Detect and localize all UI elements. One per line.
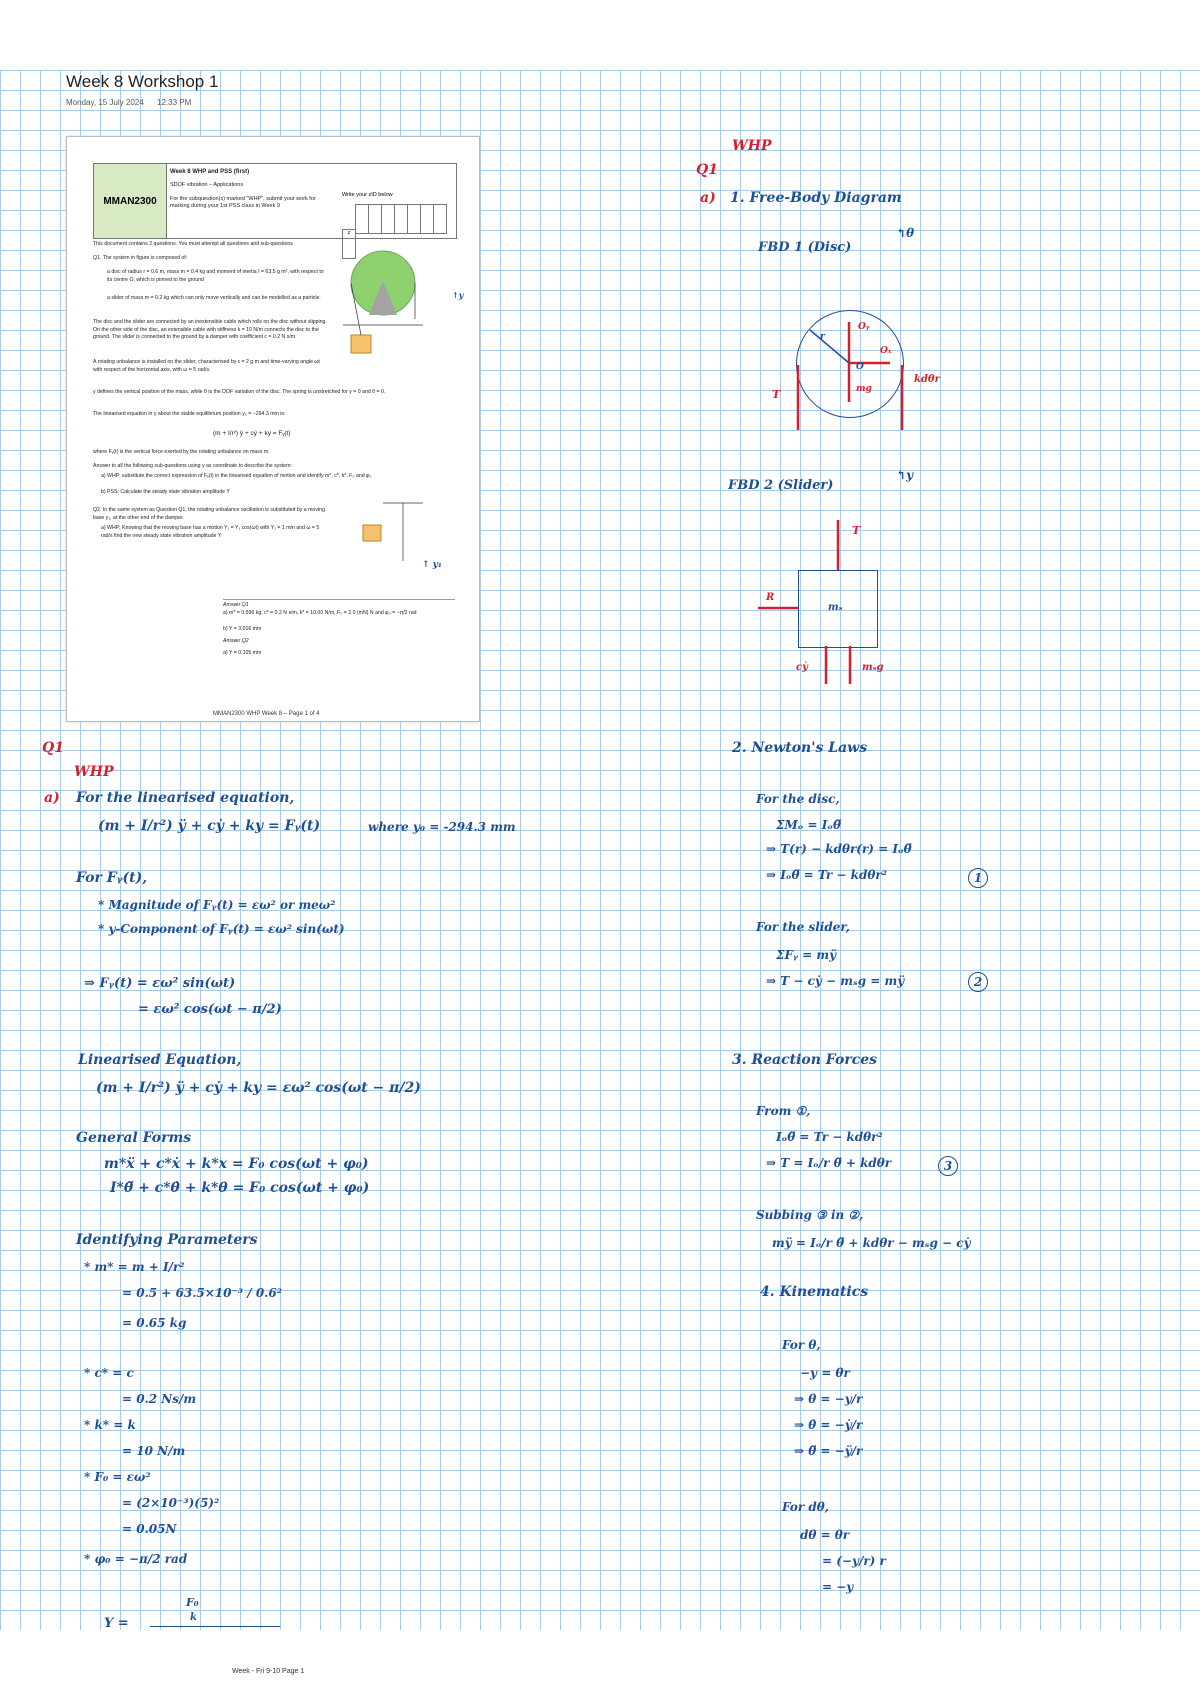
kin-d-heading: For dθ, [782,1500,829,1514]
q1-bullet-1: a disc of radius r = 0.6 m, mass m = 0.4 kg and moment of inertia I = 63.5 g m², with respect to its centre O, which is pinned to the ground [107,269,324,283]
worksheet-title: Week 8 WHP and PSS (first) [170,169,250,175]
linearised-heading: For the linearised equation, [76,790,295,806]
newton-disc-heading: For the disc, [756,792,840,806]
q1-paragraph-4: The linearised equation in y about the stable equilibrium position y₀ = −294.3 mm is: [93,411,286,417]
left-a-label: a) [44,790,60,806]
newton-disc-2: ⇒ T(r) − kdθr(r) = Iₒθ̈ [766,842,912,856]
fbd2-msg: mₛg [862,662,884,673]
q1-equation: (m + I/r²) ÿ + cẏ + ky = Fᵧ(t) [213,430,291,437]
circle-label-3: 3 [938,1156,958,1176]
q1-sub-a: a) WHP: substitute the correct expression of Fᵧ(t) in the linearised equation of motion and identify m*, c*, k*, F₀ and φ₀ [101,473,372,479]
q1-bullet-2: a slider of mass m = 0.2 kg which can only move vertically and can be modelled as a particle. [107,295,321,301]
q1-paragraph-2: A rotating unbalance is installed on the slider, characterised by ε = 2 g m and time-varying angle ωt with respect of the horizontal axis, with ω = 5 rad/s. [93,359,320,373]
fbd1-O: O [856,362,864,372]
param-c-1: * c* = c [84,1366,134,1380]
param-m-1: * m* = m + I/r² [84,1260,185,1274]
page-date: Monday, 15 July 2024 12:33 PM [66,98,192,107]
linearised-eq-heading: Linearised Equation, [78,1052,242,1068]
reaction-2: ⇒ T = Iₒ/r θ̈ + kdθr [766,1156,892,1170]
fbd1-mg: mg [856,384,872,394]
fy-ycomp: * y-Component of Fᵧ(t) = εω² sin(ωt) [98,922,345,936]
identifying-heading: Identifying Parameters [76,1232,258,1248]
fbd-slider-vectors [0,0,1,1]
param-k-1: * k* = k [84,1418,136,1432]
q2-sub-a: a) WHP: Knowing that the moving base has a motion Y₁ = Y₁ cos(ωt) with Y₁ = 1 mm and ω = 5 rad/s find the new steady state vibration amplitude Y [101,525,320,539]
q2-figure [93,163,94,164]
worksheet-intro: This document contains 2 questions. You must attempt all questions and sub-questions [93,241,293,247]
q1-heading: Q1. The system in figure is composed of: [93,255,188,261]
fbd2-R: R [766,592,775,603]
circle-label-2: 2 [968,972,988,992]
answer-q1-b: b) Y = 3.016 mm [223,626,262,632]
kin-7: = −y [822,1580,854,1594]
worksheet-image [66,136,480,722]
right-whp-label: WHP [732,138,772,154]
kin-theta-heading: For θ, [782,1338,821,1352]
param-F-1: * F₀ = εω² [84,1470,151,1484]
newton-slider-2: ⇒ T − cẏ − mₛg = mÿ [766,974,905,988]
newton-heading: 2. Newton's Laws [732,740,868,756]
kin-6: = (−y/r) r [822,1554,886,1568]
fbd2-ms: mₛ [828,602,843,613]
fy-result-1: ⇒ Fᵧ(t) = εω² sin(ωt) [84,976,236,991]
kinematics-heading: 4. Kinematics [760,1284,869,1300]
param-phi: * φ₀ = −π/2 rad [84,1552,188,1566]
fy-result-2: = εω² cos(ωt − π/2) [138,1002,282,1017]
param-m-2: = 0.5 + 63.5×10⁻³ / 0.6² [122,1286,282,1300]
zid-boxes: z [342,204,454,234]
kin-1: −y = θr [800,1366,850,1380]
kin-3: ⇒ θ̇ = −ẏ/r [794,1418,863,1432]
subbing-heading: Subbing ③ in ②, [756,1208,864,1222]
param-m-3: = 0.65 kg [122,1316,187,1330]
fbd1-label: FBD 1 (Disc) [758,240,852,255]
subbing-eq: mÿ = Iₒ/r θ̈ + kdθr − mₛg − cẏ [772,1236,971,1250]
page-footer: Week - Fri 9-10 Page 1 [232,1668,305,1675]
equilibrium-note: where y₀ = -294.3 mm [368,820,516,834]
newton-disc-1: ΣMₒ = Iₒθ̈ [776,818,842,832]
fbd2-T: T [852,524,861,537]
worksheet-footer: MMAN2300 WHP Week 8 – Page 1 of 4 [213,711,320,717]
annot-moving-base: ↑ y₁ [422,560,442,570]
fbd1-kd: kdθr [914,374,940,385]
q1-sub-b: b) PSS: Calculate the steady state vibration amplitude Y [101,489,230,495]
answers-box [223,599,455,668]
linearised-eq: (m + I/r²) ÿ + cẏ + ky = Fᵧ(t) [98,818,321,834]
amplitude-num: F₀ [186,1596,199,1609]
q2-heading: Q2. In the same system as Question Q1, the rotating unbalance oscillation is substituted by a moving base y₁, at the other end of the damper. [93,507,325,521]
fbd1-r: r [820,332,825,342]
general-form-2: I*θ̈ + c*θ̇ + k*θ = F₀ cos(ωt + φ₀) [110,1180,370,1196]
right-q1-label: Q1 [696,162,718,178]
worksheet-header [93,163,457,239]
newton-slider-1: ΣFᵧ = mÿ [776,948,837,962]
circle-label-1: 1 [968,868,988,888]
kin-5: dθ = θr [800,1528,850,1542]
q1-paragraph-6: Answer to all the following sub-questions using y as coordinate to describe the system: [93,463,292,469]
general-forms-heading: General Forms [76,1130,192,1146]
answer-q2-a: a) Y = 0.105 mm [223,650,262,656]
fbd1-Ox: Oₓ [880,346,892,356]
reaction-1: Iₒθ̈ = Tr − kdθr² [776,1130,883,1144]
newton-disc-3: ⇒ Iₒθ̈ = Tr − kdθr² [766,868,887,882]
worksheet-note: For the subquestion(s) marked "WHP", submit your work for marking during your 1st PSS class in Week 9 [170,195,316,209]
answer-q1-a: a) m* = 0.596 kg, c* = 0.2 N s/m, k* = 10.00 N/m, F₀ = 2.0 (mN) N and φ₀ = −π/2 rad [223,610,417,616]
left-q1-label: Q1 [42,740,64,756]
fbd1-T: T [772,388,781,401]
fy-magnitude: * Magnitude of Fᵧ(t) = εω² or meω² [98,898,336,912]
newton-slider-heading: For the slider, [756,920,850,934]
reaction-from: From ①, [756,1104,811,1118]
kin-2: ⇒ θ = −y/r [794,1392,863,1406]
amplitude-Y: Y = [104,1616,129,1631]
fbd1-Oy: Oᵧ [858,322,870,332]
answer-q1-heading: Answer Q1 [223,602,249,608]
param-c-2: = 0.2 Ns/m [122,1392,197,1406]
right-a-label: a) [700,190,716,206]
page-title: Week 8 Workshop 1 [66,72,219,91]
general-form-1: m*ẍ + c*ẋ + k*x = F₀ cos(ωt + φ₀) [104,1156,369,1172]
zid-label: Write your zID below [342,192,393,198]
left-whp-label: WHP [74,764,114,780]
annot-y-dir: ↑y [452,290,464,300]
reaction-heading: 3. Reaction Forces [732,1052,878,1068]
fbd2-direction: ↰y [896,468,914,482]
q1-paragraph-1: The disc and the slider are connected by an inextensible cable which rolls on the disc without slipping. On the other side of the disc, an extensible cable with stiffness k = 10 N/m connects the disc to the ground. The slider is connected to the ground by a damper with coefficient c = 0.2 N s/m. [93,319,327,341]
q1-paragraph-3: y defines the vertical position of the mass, while θ is the DOF variation of the disc. The spring is unstretched for y = 0 and θ = 0. [93,389,386,395]
kin-4: ⇒ θ̈ = −ÿ/r [794,1444,863,1458]
fy-heading: For Fᵧ(t), [76,870,148,886]
fbd2-label: FBD 2 (Slider) [728,478,834,493]
param-k-2: = 10 N/m [122,1444,186,1458]
fbd2-cy: cẏ [796,662,808,673]
param-F-2: = (2×10⁻³)(5)² [122,1496,220,1510]
amplitude-den: k [190,1612,197,1623]
answer-q2-heading: Answer Q2 [223,638,249,644]
course-code: MMAN2300 [94,164,167,238]
worksheet-subtitle: SDOF vibration – Applications [170,182,244,189]
fbd1-direction: ↰θ [896,226,915,240]
param-F-3: = 0.05N [122,1522,177,1536]
fbd-heading: 1. Free-Body Diagram [730,190,902,206]
amplitude-fraction-bar [150,1626,280,1627]
linearised-eq-full: (m + I/r²) ÿ + cẏ + ky = εω² cos(ωt − π/2) [96,1080,421,1096]
q1-paragraph-5: where Fᵧ(t) is the vertical force exerted by the rotating unbalance on mass m. [93,449,270,455]
